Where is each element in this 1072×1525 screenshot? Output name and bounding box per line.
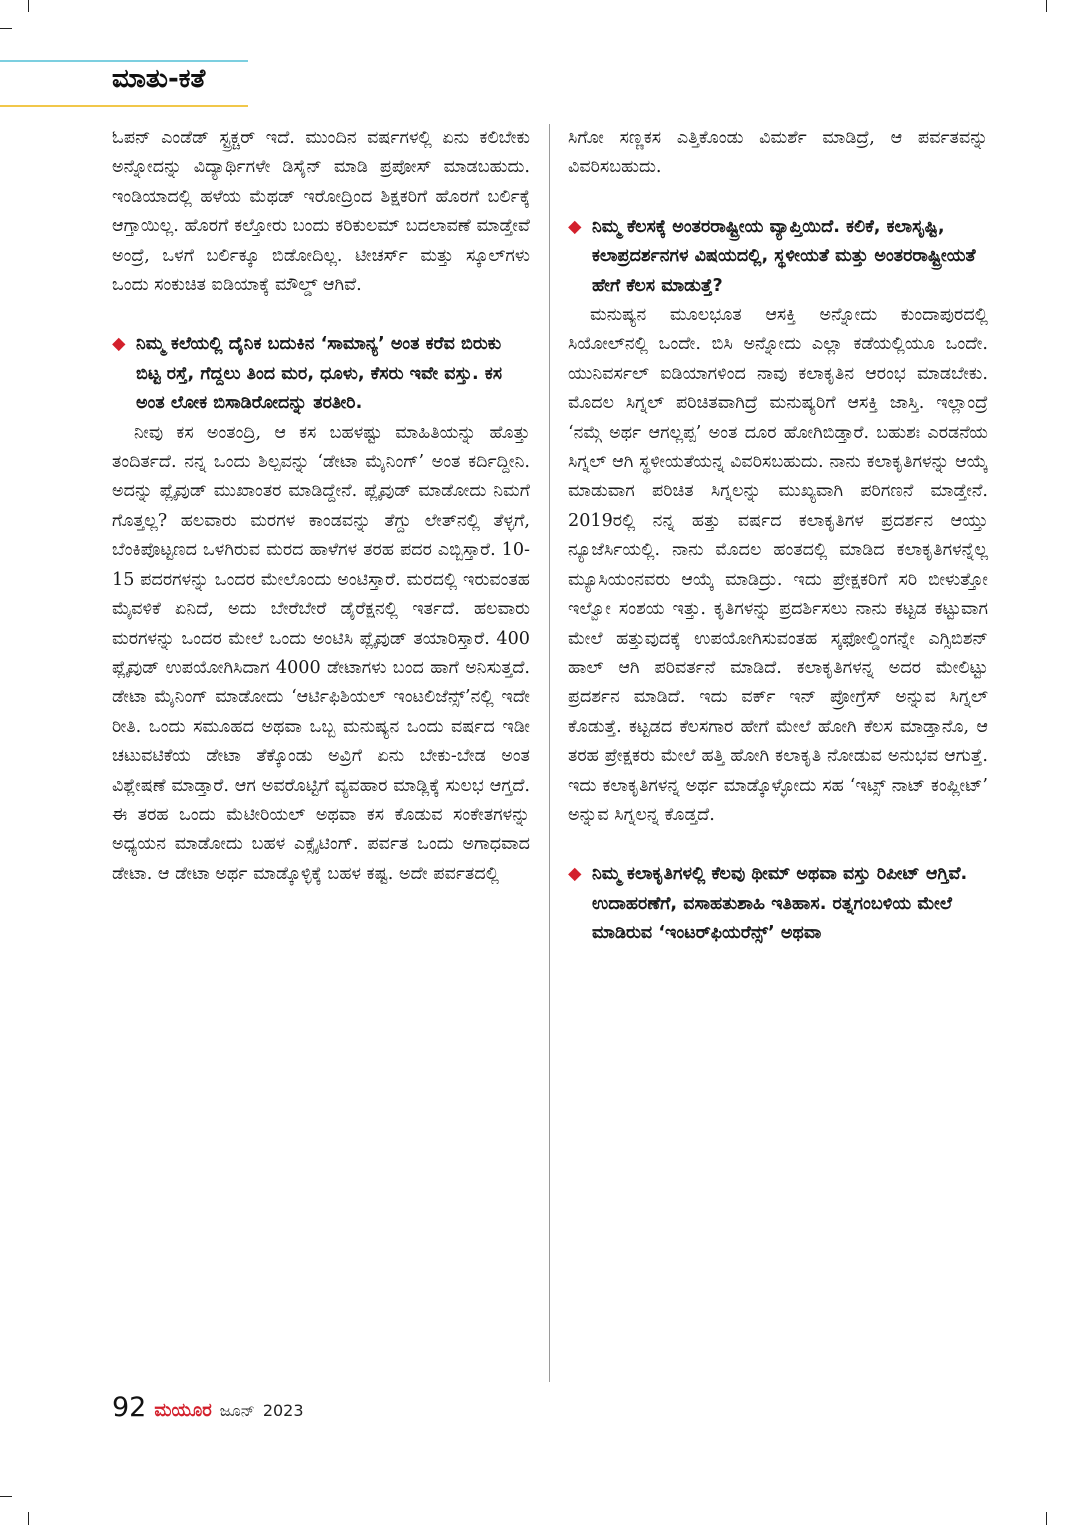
paragraph: ಓಪನ್ ಎಂಡೆಡ್ ಸ್ಟ್ರಕ್ಚರ್ ಇದೆ. ಮುಂದಿನ ವರ್ಷಗಳಲ್ಲಿ ಏನು ಕಲಿಬೇಕು ಅನ್ನೋದನ್ನು ವಿದ್ಯಾರ್ಥಿಗಳೇ ಡಿಸೈನ್ ಮಾಡಿ ಪ್ರಪೋಸ್ ಮಾಡಬಹುದು. ಇಂಡಿಯಾದಲ್ಲಿ ಹಳೆಯ ಮೆಥಡ್ ಇರೋದ್ರಿಂದ ಶಿಕ್ಷಕರಿಗೆ ಹೊರಗೆ ಬರ್ಲಿಕ್ಕೆ ಆಗ್ತಾಯಿಲ್ಲ. ಹೊರಗೆ ಕಲ್ತೋರು ಬಂದು ಕರಿಕುಲಮ್ ಬದಲಾವಣೆ ಮಾಡ್ತೇವೆ ಅಂದ್ರೆ, ಒಳಗೆ ಬರ್ಲಿಕ್ಕೂ ಬಿಡೋದಿಲ್ಲ. ಟೀಚರ್ಸ್ ಮತ್ತು ಸ್ಕೂಲ್‌ಗಳು ಒಂದು ಸಂಕುಚಿತ ಐಡಿಯಾಕ್ಕೆ ಮೌಲ್ಡ್ ಆಗಿವೆ.	[112, 128, 530, 296]
diamond-bullet-icon: ◆	[568, 864, 582, 885]
column-divider	[549, 124, 550, 1382]
paragraph: ನೀವು ಕಸ ಅಂತಂದ್ರಿ, ಆ ಕಸ ಬಹಳಷ್ಟು ಮಾಹಿತಿಯನ್ನು ಹೊತ್ತು ತಂದಿರ್ತದೆ. ನನ್ನ ಒಂದು ಶಿಲ್ಪವನ್ನು ‘ಡೇಟಾ ಮೈನಿಂಗ್’ ಅಂತ ಕರ್ದಿದ್ದೀನಿ. ಅದನ್ನು ಪ್ಲೈವುಡ್ ಮುಖಾಂತರ ಮಾಡಿದ್ದೇನೆ. ಪ್ಲೈವುಡ್ ಮಾಡೋದು ನಿಮಗೆ ಗೊತ್ತಲ್ಲ? ಹಲವಾರು ಮರಗಳ ಕಾಂಡವನ್ನು ತೆಗ್ದು ಲೇತ್‌ನಲ್ಲಿ ತೆಳ್ಳಗೆ, ಬೆಂಕಿಪೊಟ್ಟಣದ ಒಳಗಿರುವ ಮರದ ಹಾಳೆಗಳ ತರಹ ಪದರ ಎಬ್ಬಿಸ್ತಾರೆ. 10-15 ಪದರಗಳನ್ನು ಒಂದರ ಮೇಲೊಂದು ಅಂಟಿಸ್ತಾರೆ. ಮರದಲ್ಲಿ ಇರುವಂತಹ ಮೈವಳಿಕೆ ಏನಿದೆ, ಅದು ಬೇರೆಬೇರೆ ಡೈರೆಕ್ಷನಲ್ಲಿ ಇರ್ತದೆ. ಹಲವಾರು ಮರಗಳನ್ನು ಒಂದರ ಮೇಲೆ ಒಂದು ಅಂಟಿಸಿ ಪ್ಲೈವುಡ್ ತಯಾರಿಸ್ತಾರೆ. 400 ಪ್ಲೈವುಡ್ ಉಪಯೋಗಿಸಿದಾಗ 4000 ಡೇಟಾಗಳು ಬಂದ ಹಾಗೆ ಅನಿಸುತ್ತದೆ. ಡೇಟಾ ಮೈನಿಂಗ್ ಮಾಡೋದು ‘ಆರ್ಟಿಫಿಶಿಯಲ್ ಇಂಟಲಿಜೆನ್ಸ್’ನಲ್ಲಿ ಇದೇ ರೀತಿ. ಒಂದು ಸಮೂಹದ ಅಥವಾ ಒಬ್ಬ ಮನುಷ್ಯನ ಒಂದು ವರ್ಷದ ಇಡೀ ಚಟುವಟಿಕೆಯ ಡೇಟಾ ತೆಕ್ಕೊಂಡು ಅವ್ರಿಗೆ ಏನು ಬೇಕು-ಬೇಡ ಅಂತ ವಿಶ್ಲೇಷಣೆ ಮಾಡ್ತಾರೆ. ಆಗ ಅವರೊಟ್ಟಿಗೆ ವ್ಯವಹಾರ ಮಾಡ್ಲಿಕ್ಕೆ ಸುಲಭ ಆಗ್ತದೆ. ಈ ತರಹ ಒಂದು ಮೆಟೀರಿಯಲ್ ಅಥವಾ ಕಸ ಕೊಡುವ ಸಂಕೇತಗಳನ್ನು ಅಧ್ಯಯನ ಮಾಡೋದು ಬಹಳ ಎಕ್ಸೈಟಿಂಗ್. ಪರ್ವತ ಒಂದು ಅಗಾಧವಾದ ಡೇಟಾ. ಆ ಡೇಟಾ ಅರ್ಥ ಮಾಡ್ಕೊಳ್ಳಿಕ್ಕೆ ಬಹಳ ಕಷ್ಟ. ಅದೇ ಪರ್ವತದಲ್ಲಿ	[112, 422, 530, 884]
crop-mark	[1046, 0, 1047, 12]
issue-month: ಜೂನ್	[219, 1401, 255, 1420]
crop-mark	[28, 0, 29, 12]
question-text: ನಿಮ್ಮ ಕಲಾಕೃತಿಗಳಲ್ಲಿ ಕೆಲವು ಥೀಮ್ ಅಥವಾ ವಸ್ತು ರಿಪೀಟ್ ಆಗ್ತಿವೆ. ಉದಾಹರಣೆಗೆ, ವಸಾಹತುಶಾಹಿ ಇತಿಹಾಸ. ರತ್ನಗಂಬಳಿಯ ಮೇಲೆ ಮಾಡಿರುವ ‘ಇಂಟರ್‌ಫಿಯರೆನ್ಸ್’ ಅಥವಾ	[592, 864, 968, 944]
page-footer	[112, 1392, 304, 1423]
question-text: ನಿಮ್ಮ ಕೆಲಸಕ್ಕೆ ಅಂತರರಾಷ್ಟ್ರೀಯ ವ್ಯಾಪ್ತಿಯಿದೆ. ಕಲಿಕೆ, ಕಲಾಸೃಷ್ಟಿ, ಕಲಾಪ್ರದರ್ಶನಗಳ ವಿಷಯದಲ್ಲಿ, ಸ್ಥಳೀಯತೆ ಮತ್ತು ಅಂತರರಾಷ್ಟ್ರೀಯತೆ ಹೇಗೆ ಕೆಲಸ ಮಾಡುತ್ತೆ?	[592, 216, 976, 296]
section-rule-bottom	[0, 105, 248, 107]
crop-mark	[0, 1496, 12, 1497]
crop-mark	[28, 1512, 29, 1525]
section-rule-top	[0, 60, 248, 62]
left-column	[112, 124, 530, 889]
crop-mark	[0, 28, 12, 29]
paragraph: ಸಿಗೋ ಸಣ್ಣಕಸ ಎತ್ತಿಕೊಂಡು ವಿಮರ್ಶೆ ಮಾಡಿದ್ರೆ, ಆ ಪರ್ವತವನ್ನು ವಿವರಿಸಬಹುದು.	[568, 128, 988, 178]
magazine-logo: ಮಯೂರ	[154, 1400, 212, 1421]
page-number: 92	[112, 1392, 147, 1423]
diamond-bullet-icon: ◆	[568, 216, 582, 237]
paragraph: ಮನುಷ್ಯನ ಮೂಲಭೂತ ಆಸಕ್ತಿ ಅನ್ನೋದು ಕುಂದಾಪುರದಲ್ಲಿ ಸಿಯೋಲ್‌ನಲ್ಲಿ ಒಂದೇ. ಬಿಸಿ ಅನ್ನೋದು ಎಲ್ಲಾ ಕಡೆಯಲ್ಲಿಯೂ ಒಂದೇ. ಯುನಿವರ್ಸಲ್ ಐಡಿಯಾಗಳಿಂದ ನಾವು ಕಲಾಕೃತಿನ ಆರಂಭ ಮಾಡಬೇಕು. ಮೊದಲ ಸಿಗ್ನಲ್ ಪರಿಚಿತವಾಗಿದ್ರೆ ಮನುಷ್ಯರಿಗೆ ಆಸಕ್ತಿ ಜಾಸ್ತಿ. ಇಲ್ಲಾಂದ್ರೆ ‘ನಮ್ಗೆ ಅರ್ಥ ಆಗಲ್ಲಪ್ಪ’ ಅಂತ ದೂರ ಹೋಗಿಬಿಡ್ತಾರೆ. ಬಹುಶಃ ಎರಡನೆಯ ಸಿಗ್ನಲ್ ಆಗಿ ಸ್ಥಳೀಯತೆಯನ್ನ ವಿವರಿಸಬಹುದು. ನಾನು ಕಲಾಕೃತಿಗಳನ್ನು ಆಯ್ಕೆ ಮಾಡುವಾಗ ಪರಿಚಿತ ಸಿಗ್ನಲನ್ನು ಮುಖ್ಯವಾಗಿ ಪರಿಗಣನೆ ಮಾಡ್ತೇನೆ. 2019ರಲ್ಲಿ ನನ್ನ ಹತ್ತು ವರ್ಷದ ಕಲಾಕೃತಿಗಳ ಪ್ರದರ್ಶನ ಆಯ್ತು ನ್ಯೂಜೆರ್ಸಿಯಲ್ಲಿ. ನಾನು ಮೊದಲ ಹಂತದಲ್ಲಿ ಮಾಡಿದ ಕಲಾಕೃತಿಗಳನ್ನೆಲ್ಲ ಮ್ಯೂಸಿಯಂನವರು ಆಯ್ಕೆ ಮಾಡಿದ್ರು. ಇದು ಪ್ರೇಕ್ಷಕರಿಗೆ ಸರಿ ಬೀಳುತ್ತೋ ಇಲ್ವೋ ಸಂಶಯ ಇತ್ತು. ಕೃತಿಗಳನ್ನು ಪ್ರದರ್ಶಿಸಲು ನಾನು ಕಟ್ಟಡ ಕಟ್ಟುವಾಗ ಮೇಲೆ ಹತ್ತುವುದಕ್ಕೆ ಉಪಯೋಗಿಸುವಂತಹ ಸ್ಕಫೋಲ್ಡಿಂಗನ್ನೇ ಎಗ್ಸಿಬಿಶನ್ ಹಾಲ್ ಆಗಿ ಪರಿವರ್ತನೆ ಮಾಡಿದೆ. ಕಲಾಕೃತಿಗಳನ್ನ ಅದರ ಮೇಲಿಟ್ಟು ಪ್ರದರ್ಶನ ಮಾಡಿದೆ. ಇದು ವರ್ಕ್ ಇನ್ ಪ್ರೋಗ್ರೆಸ್ ಅನ್ನುವ ಸಿಗ್ನಲ್ ಕೊಡುತ್ತೆ. ಕಟ್ಟಡದ ಕೆಲಸಗಾರ ಹೇಗೆ ಮೇಲೆ ಹೋಗಿ ಕೆಲಸ ಮಾಡ್ತಾನೊ, ಆ ತರಹ ಪ್ರೇಕ್ಷಕರು ಮೇಲೆ ಹತ್ತಿ ಹೋಗಿ ಕಲಾಕೃತಿ ನೋಡುವ ಅನುಭವ ಆಗುತ್ತೆ. ಇದು ಕಲಾಕೃತಿಗಳನ್ನ ಅರ್ಥ ಮಾಡ್ಕೊಳ್ಳೋದು ಸಹ ‘ಇಟ್ಸ್ ನಾಟ್ ಕಂಪ್ಲೀಟ್’ ಅನ್ನುವ ಸಿಗ್ನಲನ್ನ ಕೊಡ್ತದೆ.	[568, 305, 988, 825]
right-column	[568, 124, 988, 949]
section-title: ಮಾತು-ಕತೆ	[112, 64, 206, 94]
diamond-bullet-icon: ◆	[112, 334, 126, 355]
question	[568, 860, 988, 948]
issue-year: 2023	[262, 1401, 304, 1420]
question	[568, 213, 988, 301]
question-text: ನಿಮ್ಮ ಕಲೆಯಲ್ಲಿ ದೈನಿಕ ಬದುಕಿನ ‘ಸಾಮಾನ್ಯ’ ಅಂತ ಕರೆವ ಬಿರುಕು ಬಿಟ್ಟ ರಸ್ತೆ, ಗೆದ್ದಲು ತಿಂದ ಮರ, ಧೂಳು, ಕೆಸರು ಇವೇ ವಸ್ತು. ಕಸ ಅಂತ ಲೋಕ ಬಿಸಾಡಿರೋದನ್ನು ತರತೀರಿ.	[136, 334, 503, 414]
question	[112, 330, 530, 418]
crop-mark	[1046, 1512, 1047, 1525]
